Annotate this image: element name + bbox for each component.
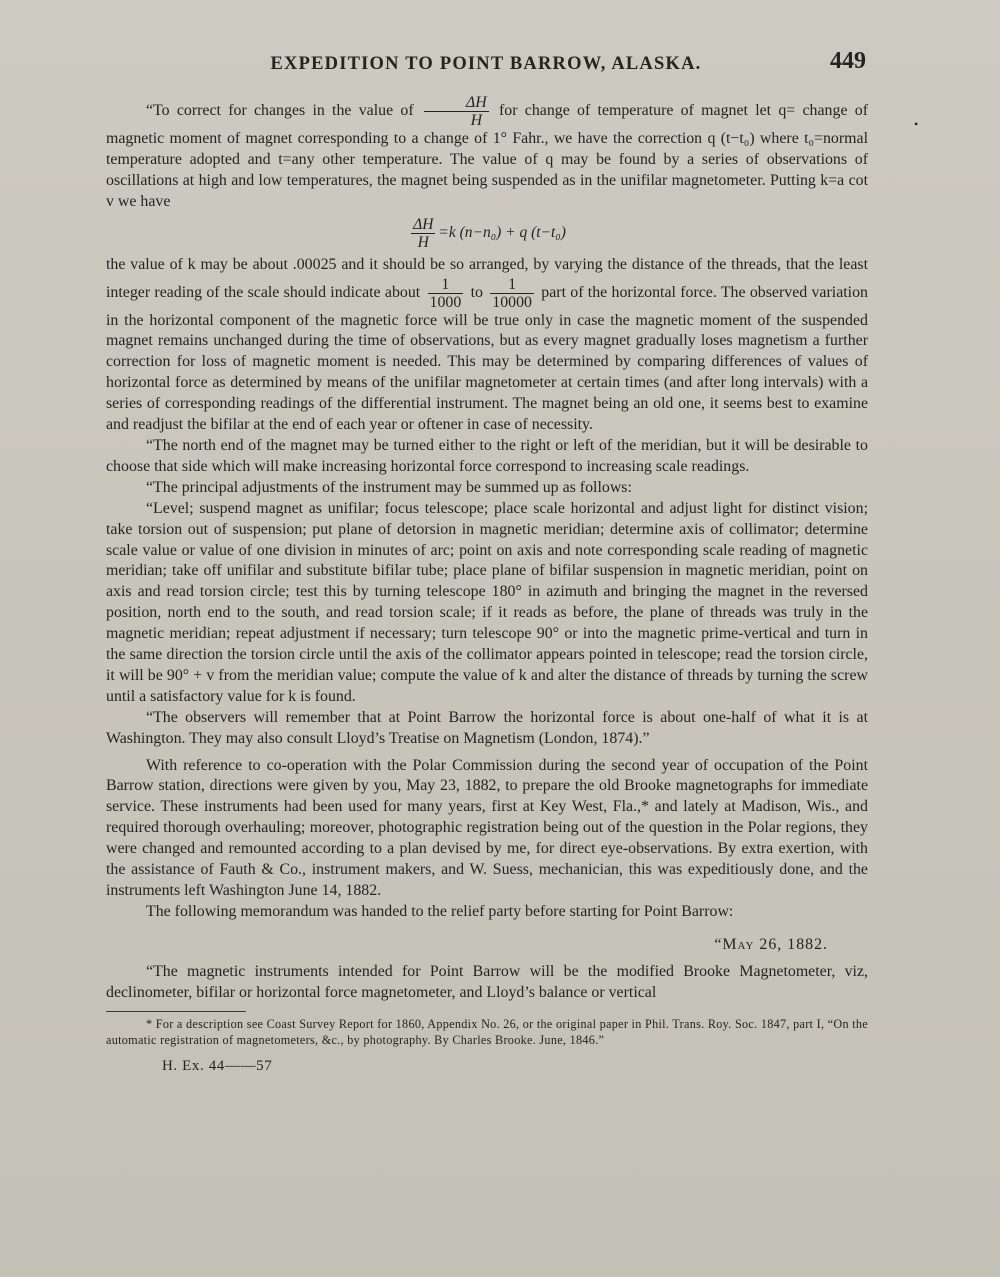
paragraph-5: “Level; suspend magnet as unifilar; focus telescope; place scale horizontal and adjust light for distinct vision; take torsion out of suspension; put plane of detorsion in magnetic meridian; determine axis of collimator; determine scale value or value of one division in minutes of arc; point on axis and note corresponding scale reading of magnetic meridian; take off unifilar and substitute bifilar tube; place plane of bifilar suspension in magnetic meridian, point on axis and read torsion circle; test this by turning telescope 180° in azimuth and bringing the magnet in the reversed position, north end to the south, and read torsion scale; if it reads as before, the plane of threads was truly in the magnetic meridian; repeat adjustment if necessary; turn telescope 90° or into the magnetic prime-vertical and turn in the same direction the torsion circle until the axis of the collimator appears pointed in telescope; read the torsion circle, it will be 90° + v from the meridian value; compute the value of k and alter the distance of threads by turning the screw until a satisfactory value for k is found. bbox=[106, 499, 868, 705]
paragraph-2-mid: to bbox=[470, 283, 483, 301]
fraction-one-thousandth bbox=[428, 276, 464, 311]
paragraph-2-lead: the value of k may be about .00025 and it should be so arranged, by varying the distance of the threads, that the least integer reading of the scale should indicate about bbox=[106, 255, 868, 301]
paragraph-4: “The principal adjustments of the instrument may be summed up as follows: bbox=[146, 478, 632, 496]
fraction-numerator: 1 bbox=[490, 276, 534, 294]
fraction-one-ten-thousandth bbox=[490, 276, 534, 311]
fraction-delta-h bbox=[424, 94, 489, 129]
fraction-denominator: 1000 bbox=[429, 293, 462, 311]
paragraph-3: “The north end of the magnet may be turned either to the right or left of the meridian, but it will be desirable to choose that side which will make increasing horizontal force correspond to increasing scale readings. bbox=[106, 436, 868, 475]
paragraph-2 bbox=[106, 255, 868, 436]
body-text bbox=[106, 94, 868, 1076]
paragraph-9: “The magnetic instruments intended for Point Barrow will be the modified Brooke Magnetometer, viz, declinometer, bifilar or horizontal force magnetometer, and Lloyd’s balance or vertical bbox=[106, 962, 868, 1001]
footnote: * For a description see Coast Survey Report for 1860, Appendix No. 26, or the original paper in Phil. Trans. Roy. Soc. 1847, part I, “On the automatic registration of magnetometers, &c., by photography. By Charles Brooke. June, 1846.” bbox=[106, 1016, 868, 1048]
paragraph-1 bbox=[106, 94, 868, 213]
equation-denominator: H bbox=[417, 233, 429, 251]
fraction-numerator: 1 bbox=[428, 276, 464, 294]
fraction-denominator: 10000 bbox=[492, 293, 532, 311]
equation-numerator: ΔH bbox=[413, 215, 434, 233]
paragraph-8: The following memorandum was handed to the relief party before starting for Point Barrow: bbox=[146, 902, 734, 920]
memorandum-date: “May 26, 1882. bbox=[714, 935, 828, 953]
paragraph-1-tail: for change of temperature of magnet let q= change of magnetic moment of magnet corresponding to a change of 1° Fahr., we have the correction q (t−t₀) where t₀=normal temperature adopted and t=any other temperature. The value of q may be found by a series of observations of oscillations at high and low temperatures, the magnet being suspended as in the unifilar magnetometer. Putting k=a cot v we have bbox=[106, 102, 868, 210]
fraction-numerator: ΔH bbox=[424, 94, 489, 112]
running-header bbox=[106, 48, 866, 80]
equation bbox=[106, 216, 868, 251]
paragraph-2-tail: part of the horizontal force. The observed variation in the horizontal component of the magnetic force will be true only in case the magnetic moment of the suspended magnet remains unchanged during the time of observations, but as every magnet gradually loses magnetism a further correction for loss of magnetic moment is needed. This may be determined by comparing differences of values of horizontal force as determined by means of the unifilar magnetometer at certain times (and after long intervals) with a series of corresponding readings of the differential instrument. The magnet being an old one, it seems best to examine and readjust the bifilar at the end of each year or oftener in case of necessity. bbox=[106, 283, 868, 434]
signature-mark: H. Ex. 44——57 bbox=[162, 1057, 273, 1074]
paragraph-6: “The observers will remember that at Point Barrow the horizontal force is about one-half of what it is at Washington. They may also consult Lloyd’s Treatise on Magnetism (London, 1874).” bbox=[106, 708, 868, 747]
footnote-rule bbox=[106, 1011, 246, 1012]
fraction-denominator: H bbox=[470, 112, 483, 129]
paragraph-1-lead: “To correct for changes in the value of bbox=[146, 102, 414, 120]
equation-rhs: =k (n−n₀) + q (t−t₀) bbox=[438, 223, 566, 241]
equation-fraction bbox=[411, 216, 435, 251]
paragraph-7: With reference to co-operation with the Polar Commission during the second year of occupation of the Point Barrow station, directions were given by you, May 23, 1882, to prepare the old Brooke magnetographs for immediate service. These instruments had been used for many years, first at Key West, Fla.,* and lately at Madison, Wis., and required thorough overhauling; moreover, photographic registration being out of the question in the Polar regions, they were changed and remounted according to a plan devised by me, for direct eye-observations. By extra exertion, with the assistance of Fauth & Co., instrument makers, and W. Suess, mechanician, this was expeditiously done, and the instruments left Washington June 14, 1882. bbox=[106, 756, 868, 899]
page-number: 449 bbox=[830, 48, 866, 74]
running-title: EXPEDITION TO POINT BARROW, ALASKA. bbox=[270, 54, 702, 74]
margin-mark: • bbox=[914, 117, 919, 131]
